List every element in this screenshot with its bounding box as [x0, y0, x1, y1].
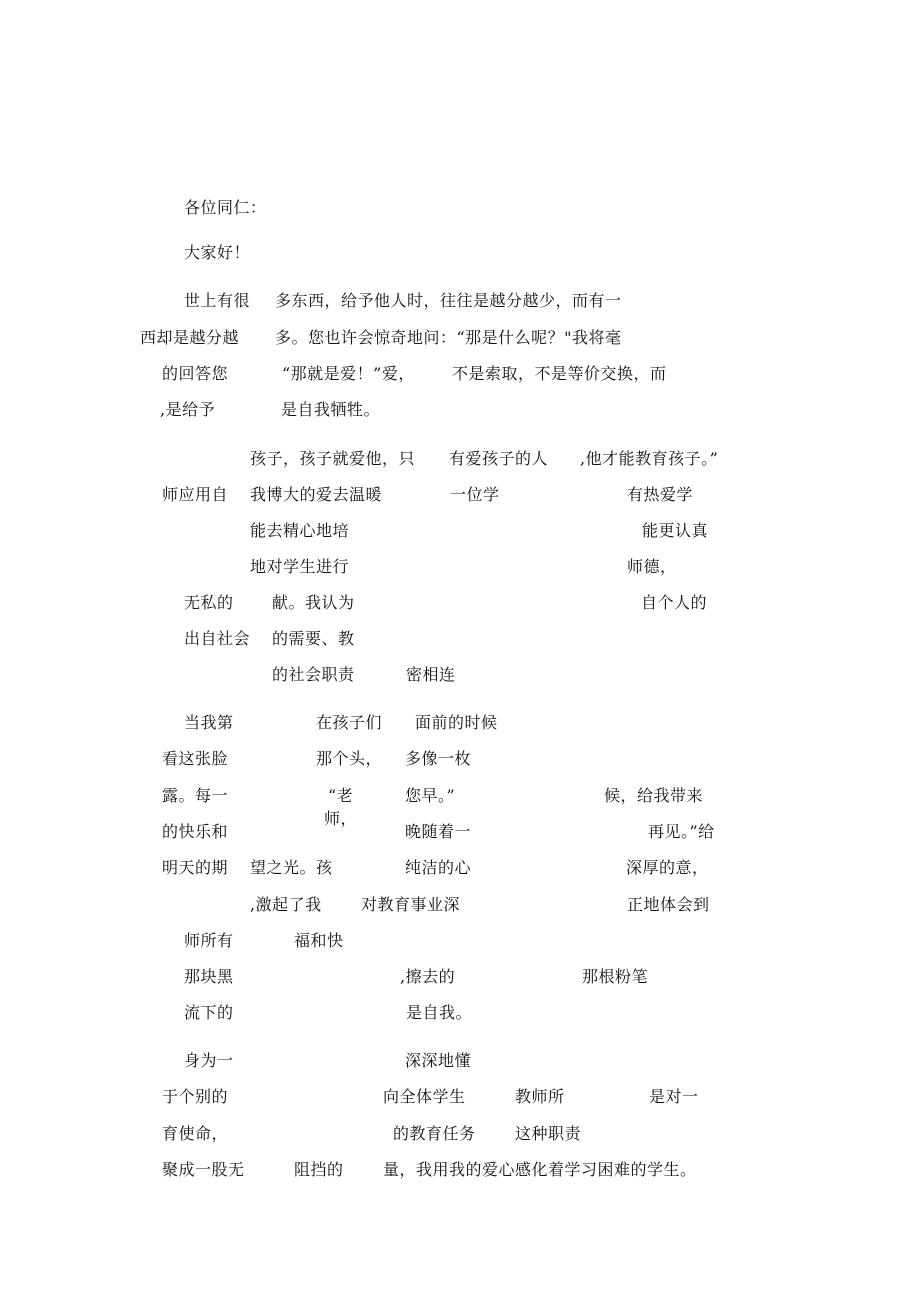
text-fragment: 再见。”给 — [648, 822, 715, 841]
text-fragment: “老 — [328, 786, 354, 805]
text-fragment: 候，给我带来 — [604, 786, 704, 805]
text-fragment: 望之光。孩 — [250, 858, 333, 877]
text-fragment: 一位学 — [450, 485, 500, 504]
text-fragment: 师， — [324, 809, 358, 828]
text-fragment: ,他才能教育孩子。” — [580, 449, 719, 468]
text-fragment: 我博大的爱去温暖 — [250, 485, 383, 504]
salutation: 各位同仁： — [184, 198, 267, 217]
text-fragment: 面前的时候 — [415, 713, 498, 732]
text-fragment: ,擦去的 — [400, 967, 456, 986]
text-fragment: 能去精心地培 — [250, 521, 350, 540]
text-fragment: 多像一枚 — [405, 749, 472, 768]
text-fragment: 纯洁的心 — [405, 858, 472, 877]
text-fragment: 师应用自 — [162, 485, 229, 504]
text-fragment: 能更认真 — [642, 521, 709, 540]
text-fragment: 的需要、教 — [272, 629, 355, 648]
text-fragment: 孩子，孩子就爱他，只 — [250, 449, 416, 468]
text-fragment: 那块黑 — [184, 967, 234, 986]
text-fragment: 有爱孩子的人 — [449, 449, 549, 468]
text-fragment: 世上有很 — [184, 291, 251, 310]
text-fragment: 育使命， — [162, 1124, 229, 1143]
text-fragment: 于个别的 — [162, 1087, 229, 1106]
text-fragment: 出自社会 — [184, 629, 251, 648]
text-fragment: 这种职责 — [515, 1124, 582, 1143]
text-fragment: 是对一 — [649, 1087, 699, 1106]
text-fragment: 是自我。 — [406, 1003, 473, 1022]
text-fragment: 自个人的 — [641, 593, 708, 612]
text-fragment: 的回答您 — [162, 364, 229, 383]
text-fragment: 量，我用我的爱心感化着学习困难的学生。 — [383, 1160, 697, 1179]
text-fragment: 向全体学生 — [383, 1087, 466, 1106]
text-fragment: 师所有 — [184, 931, 234, 950]
text-fragment: ,是给予 — [160, 400, 216, 419]
text-fragment: 阻挡的 — [294, 1160, 344, 1179]
text-fragment: 密相连 — [406, 665, 456, 684]
text-fragment: 正地体会到 — [627, 895, 710, 914]
text-fragment: 那个头， — [316, 749, 383, 768]
text-fragment: 的快乐和 — [162, 822, 229, 841]
text-fragment: ,激起了我 — [250, 895, 322, 914]
text-fragment: 当我第 — [184, 713, 234, 732]
text-fragment: 无私的 — [184, 593, 234, 612]
text-fragment: 的教育任务 — [393, 1124, 476, 1143]
text-fragment: 深厚的意， — [626, 858, 709, 877]
text-fragment: 献。我认为 — [272, 593, 355, 612]
text-fragment: 露。每一 — [162, 786, 229, 805]
text-fragment: 对教育事业深 — [361, 895, 461, 914]
text-fragment: 明天的期 — [162, 858, 229, 877]
text-fragment: 那根粉笔 — [582, 967, 649, 986]
text-fragment: 多。您也许会惊奇地问：“那是什么呢？"我将毫 — [275, 328, 622, 347]
text-fragment: 晚随着一 — [405, 822, 472, 841]
text-fragment: 地对学生进行 — [250, 557, 350, 576]
text-fragment: 是自我牺牲。 — [281, 400, 381, 419]
text-fragment: 不是索取，不是等价交换，而 — [452, 364, 667, 383]
greeting: 大家好！ — [184, 243, 251, 262]
text-fragment: 在孩子们 — [316, 713, 383, 732]
text-fragment: 福和快 — [294, 931, 344, 950]
text-fragment: 您早。” — [405, 786, 456, 805]
text-fragment: 身为一 — [184, 1051, 234, 1070]
text-fragment: 多东西，给予他人时，往往是越分越少，而有一 — [275, 291, 622, 310]
text-fragment: 聚成一股无 — [162, 1160, 245, 1179]
text-fragment: 深深地懂 — [405, 1051, 472, 1070]
text-fragment: 的社会职责 — [272, 665, 355, 684]
text-fragment: 西却是越分越 — [140, 328, 240, 347]
text-fragment: 教师所 — [515, 1087, 565, 1106]
text-fragment: “那就是爱！”爱， — [282, 364, 415, 383]
text-fragment: 看这张脸 — [162, 749, 229, 768]
text-fragment: 有热爱学 — [627, 485, 694, 504]
text-fragment: 师德， — [627, 557, 677, 576]
text-fragment: 流下的 — [184, 1003, 234, 1022]
